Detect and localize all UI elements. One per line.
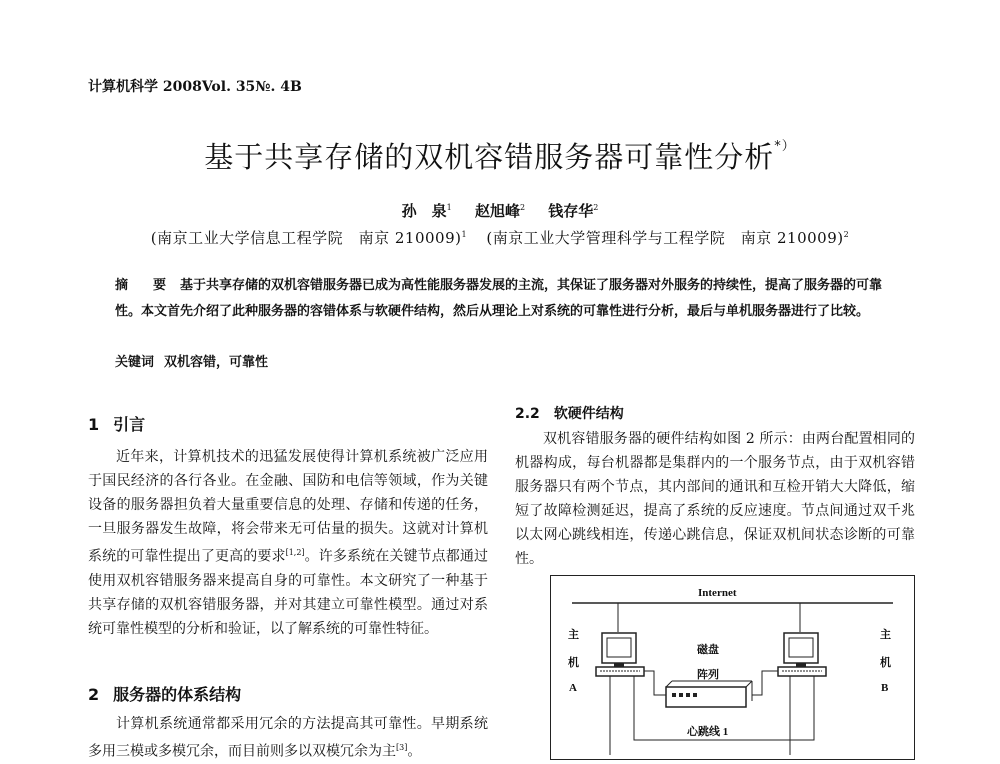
journal-header: 计算机科学 2008Vol. 35№. 4B [88, 79, 302, 95]
hardware-structure-figure [550, 575, 915, 760]
abstract-label: 摘 要 [115, 278, 173, 293]
host-a-label: 主 [568, 629, 579, 641]
author-list: 孙 泉$^1$ 赵旭峰$^2$ 钱存华$^2$ [401, 202, 599, 220]
title-text: 基于共享存储的双机容错服务器可靠性分析 [204, 140, 775, 174]
section-heading-introduction: 1 引言 [88, 415, 146, 434]
architecture-paragraph: 计算机系统通常都采用冗余的方法提高其可靠性。早期系统多用三模或多模冗余，而目前则多以双模冗余为主[3]。 [88, 716, 488, 760]
hw-sw-paragraph: 双机容错服务器的硬件结构如图 2 所示：由两台配置相同的机器构成，每台机器都是集群内的一个服务节点，由于双机容错服务器只有两个节点，其内部间的通讯和互检开销大大降低，缩短了故障检测延迟，提高了系统的反应速度。节点间通过双千兆以太网心跳线相连，传递心跳信息，保证双机间状态诊断的可靠性。 [515, 431, 915, 567]
author: 钱存华 [548, 202, 594, 220]
subsection-heading-hw-sw: 2.2 软硬件结构 [515, 406, 624, 422]
paper-title [0, 135, 1000, 176]
affiliation: (南京工业大学管理科学与工程学院 南京 210009) [486, 229, 844, 247]
citation: [3] [396, 743, 408, 752]
author: 赵旭峰 [474, 202, 520, 220]
title-footnote-mark: *） [774, 139, 796, 155]
introduction-paragraph: 近年来，计算机技术的迅猛发展使得计算机系统被广泛应用于国民经济的各行各业。在金融、国防和电信等领域，作为关键设备的服务器担负着大量重要信息的处理、存储和传递的任务，一旦服务器发生故障，将会带来无可估量的损失。这就对计算机系统的可靠性提出了更高的要求[1,2]。许多系统在关键节点都通过使用双机容错服务器来提高自身的可靠性。本文研究了一种基于共享存储的双机容错服务器，并对其建立可靠性模型。通过对系统可靠性模型的分析和验证，以了解系统的可靠性特征。 [88, 449, 489, 637]
keywords-text: 双机容错，可靠性 [164, 355, 269, 370]
host-a-label: 机 [568, 657, 579, 669]
host-b-label: B [881, 682, 889, 694]
computer-a-icon [596, 633, 644, 676]
host-b-storage-link [752, 671, 778, 695]
internet-label: Internet [698, 587, 737, 599]
host-a-label: A [569, 682, 577, 694]
host-b-label: 机 [880, 657, 891, 669]
keywords-label: 关键词 [115, 355, 155, 370]
keywords-block [115, 351, 885, 370]
disk-array-label: 磁盘 [697, 644, 719, 656]
host-b-label: 主 [880, 629, 891, 641]
heartbeat-label: 心跳线 1 [687, 726, 729, 738]
abstract-text: 基于共享存储的双机容错服务器已成为高性能服务器发展的主流，其保证了服务器对外服务的持续性，提高了服务器的可靠性。本文首先介绍了此种服务器的容错体系与软硬件结构，然后从理论上对系统的可靠性进行分析，最后与单机服务器进行了比较。 [115, 278, 883, 319]
computer-b-icon [778, 633, 826, 676]
host-a-storage-link [644, 671, 666, 695]
author: 孙 泉 [401, 202, 447, 220]
affiliation-line: (南京工业大学信息工程学院 南京 210009)$^1$ (南京工业大学管理科学与工程学院 南京 210009)$^2$ [150, 229, 850, 247]
disk-array-label: 阵列 [697, 669, 719, 681]
citation: [1,2] [285, 548, 305, 557]
affiliation: (南京工业大学信息工程学院 南京 210009) [150, 229, 462, 247]
section-heading-architecture: 2 服务器的体系结构 [88, 685, 242, 704]
abstract-block [115, 273, 885, 325]
disk-array-icon [666, 681, 752, 707]
